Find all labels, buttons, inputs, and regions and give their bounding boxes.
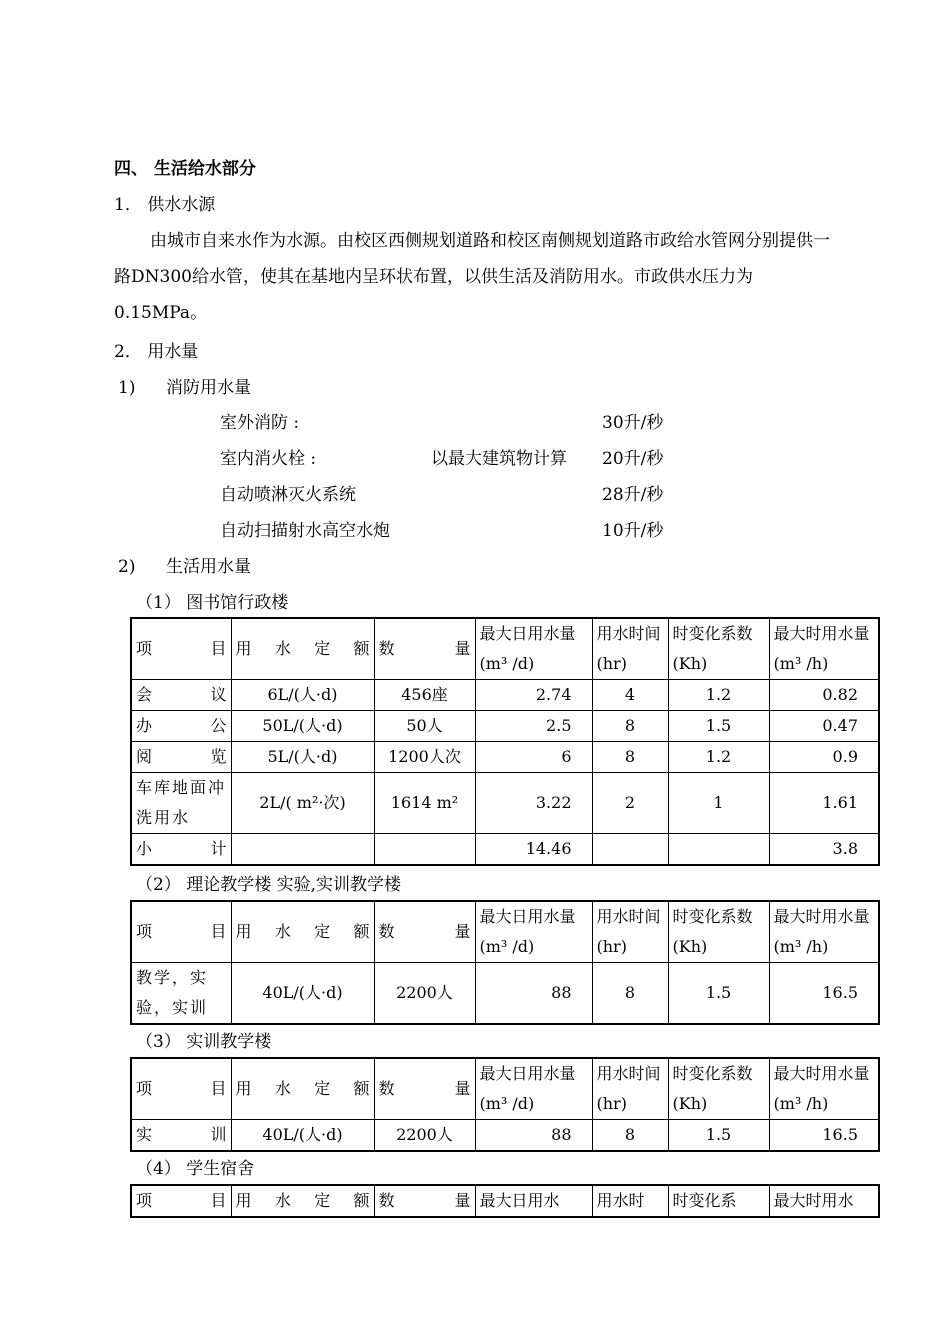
table-caption: （4） 学生宿舍 xyxy=(136,1159,255,1179)
table-row-subtotal xyxy=(131,834,879,866)
header-quota: 用 水 定 额 xyxy=(231,1058,374,1120)
cell-hourly: 16.5 xyxy=(769,963,879,1025)
cell-quota: 2L/( m²·次) xyxy=(231,773,374,834)
cell-hours: 8 xyxy=(592,742,668,773)
header-item: 项 目 xyxy=(131,901,231,963)
table-row xyxy=(131,742,879,773)
cell-kh: 1.2 xyxy=(668,742,769,773)
table-header-row xyxy=(131,618,879,680)
table-caption: （1） 图书馆行政楼 xyxy=(136,593,289,613)
cell-quota: 40L/(人·d) xyxy=(231,963,374,1025)
cell-quota: 40L/(人·d) xyxy=(231,1120,374,1152)
header-kh: 时变化系数 (Kh) xyxy=(668,1058,769,1120)
header-hours: 用水时间(hr) xyxy=(592,1058,668,1120)
cell-daily: 88 xyxy=(475,963,592,1025)
cell-kh: 1.2 xyxy=(668,680,769,711)
table-row xyxy=(131,773,879,834)
cell-daily: 2.5 xyxy=(475,711,592,742)
table-caption: （3） 实训教学楼 xyxy=(136,1032,272,1052)
table-header-row xyxy=(131,901,879,963)
header-kh: 时变化系数 (Kh) xyxy=(668,901,769,963)
cell-hourly: 3.8 xyxy=(769,834,879,866)
cell-hours xyxy=(592,834,668,866)
water-table-training xyxy=(130,1057,880,1152)
header-daily-max: 最大日用水 xyxy=(475,1185,592,1217)
fire-item-name: 室内消火栓 : xyxy=(220,449,317,469)
header-item: 项 目 xyxy=(131,618,231,680)
header-hourly-max: 最大时用水量 (m³ /h) xyxy=(769,1058,879,1120)
cell-qty: 2200人 xyxy=(374,963,475,1025)
header-quota: 用 水 定 额 xyxy=(231,901,374,963)
cell-kh: 1.5 xyxy=(668,1120,769,1152)
cell-hours: 8 xyxy=(592,711,668,742)
header-qty: 数 量 xyxy=(374,1185,475,1217)
header-hourly-max: 最大时用水 xyxy=(769,1185,879,1217)
heading-water-usage: 2． 用水量 xyxy=(114,342,199,362)
table-row xyxy=(131,1120,879,1152)
header-daily-max: 最大日用水量 (m³ /d) xyxy=(475,1058,592,1120)
header-daily-max: 最大日用水量 (m³ /d) xyxy=(475,901,592,963)
table-row xyxy=(131,711,879,742)
cell-quota: 50L/(人·d) xyxy=(231,711,374,742)
section-title: 四、 生活给水部分 xyxy=(114,159,256,179)
header-hourly-max: 最大时用水量 (m³ /h) xyxy=(769,618,879,680)
header-qty: 数 量 xyxy=(374,618,475,680)
cell-kh: 1.5 xyxy=(668,711,769,742)
cell-qty: 1614 m² xyxy=(374,773,475,834)
cell-hourly: 0.47 xyxy=(769,711,879,742)
table-header-row xyxy=(131,1185,879,1217)
fire-item-value: 10升/秒 xyxy=(602,521,664,541)
cell-hourly: 0.9 xyxy=(769,742,879,773)
paragraph-water-source xyxy=(114,223,844,331)
cell-daily: 6 xyxy=(475,742,592,773)
cell-daily: 88 xyxy=(475,1120,592,1152)
cell-kh xyxy=(668,834,769,866)
table-header-row xyxy=(131,1058,879,1120)
header-hours: 用水时 xyxy=(592,1185,668,1217)
cell-hourly: 0.82 xyxy=(769,680,879,711)
cell-daily: 2.74 xyxy=(475,680,592,711)
cell-quota xyxy=(231,834,374,866)
fire-item-name: 室外消防 : xyxy=(220,413,300,433)
cell-hourly: 16.5 xyxy=(769,1120,879,1152)
cell-kh: 1.5 xyxy=(668,963,769,1025)
cell-item: 实 训 xyxy=(131,1120,231,1152)
cell-hours: 2 xyxy=(592,773,668,834)
water-table-dormitory xyxy=(130,1184,880,1218)
header-item: 项 目 xyxy=(131,1185,231,1217)
cell-hours: 4 xyxy=(592,680,668,711)
fire-item-value: 20升/秒 xyxy=(602,449,664,469)
cell-item: 办 公 xyxy=(131,711,231,742)
cell-item: 车库地面冲洗用水 xyxy=(131,773,231,834)
fire-label-num: 1) xyxy=(118,378,136,398)
cell-quota: 5L/(人·d) xyxy=(231,742,374,773)
header-kh: 时变化系数 (Kh) xyxy=(668,618,769,680)
header-kh: 时变化系 xyxy=(668,1185,769,1217)
header-hours: 用水时间(hr) xyxy=(592,901,668,963)
cell-qty: 50人 xyxy=(374,711,475,742)
fire-item-name: 自动扫描射水高空水炮 xyxy=(220,521,390,541)
cell-item: 教学，实验，实训 xyxy=(131,963,231,1025)
header-qty: 数 量 xyxy=(374,901,475,963)
cell-hours: 8 xyxy=(592,963,668,1025)
header-hourly-max: 最大时用水量 (m³ /h) xyxy=(769,901,879,963)
water-table-teaching xyxy=(130,900,880,1025)
table-row xyxy=(131,963,879,1025)
cell-qty: 456座 xyxy=(374,680,475,711)
cell-item: 小 计 xyxy=(131,834,231,866)
paragraph-water-source-text: 由城市自来水作为水源。由校区西侧规划道路和校区南侧规划道路市政给水管网分别提供一路DN300给水管，使其在基地内呈环状布置，以供生活及消防用水。市政供水压力为0.15MPa。 xyxy=(114,231,830,323)
fire-item-note: 以最大建筑物计算 xyxy=(431,449,567,469)
fire-label: 消防用水量 xyxy=(166,378,251,398)
header-daily-max: 最大日用水量 (m³ /d) xyxy=(475,618,592,680)
header-qty: 数 量 xyxy=(374,1058,475,1120)
cell-item: 会 议 xyxy=(131,680,231,711)
header-item: 项 目 xyxy=(131,1058,231,1120)
header-hours: 用水时间(hr) xyxy=(592,618,668,680)
fire-item-value: 30升/秒 xyxy=(602,413,664,433)
table-caption: （2） 理论教学楼 实验,实训教学楼 xyxy=(136,875,402,895)
fire-item-name: 自动喷淋灭火系统 xyxy=(220,485,356,505)
cell-daily: 3.22 xyxy=(475,773,592,834)
cell-kh: 1 xyxy=(668,773,769,834)
header-quota: 用 水 定 额 xyxy=(231,618,374,680)
cell-qty: 2200人 xyxy=(374,1120,475,1152)
cell-daily: 14.46 xyxy=(475,834,592,866)
cell-qty xyxy=(374,834,475,866)
domestic-label-num: 2) xyxy=(118,557,136,577)
header-quota: 用 水 定 额 xyxy=(231,1185,374,1217)
cell-item: 阅 览 xyxy=(131,742,231,773)
cell-hourly: 1.61 xyxy=(769,773,879,834)
heading-water-source: 1． 供水水源 xyxy=(114,195,216,215)
table-row xyxy=(131,680,879,711)
water-table-library xyxy=(130,617,880,866)
fire-item-value: 28升/秒 xyxy=(602,485,664,505)
domestic-label: 生活用水量 xyxy=(166,557,251,577)
cell-quota: 6L/(人·d) xyxy=(231,680,374,711)
cell-hours: 8 xyxy=(592,1120,668,1152)
cell-qty: 1200人次 xyxy=(374,742,475,773)
